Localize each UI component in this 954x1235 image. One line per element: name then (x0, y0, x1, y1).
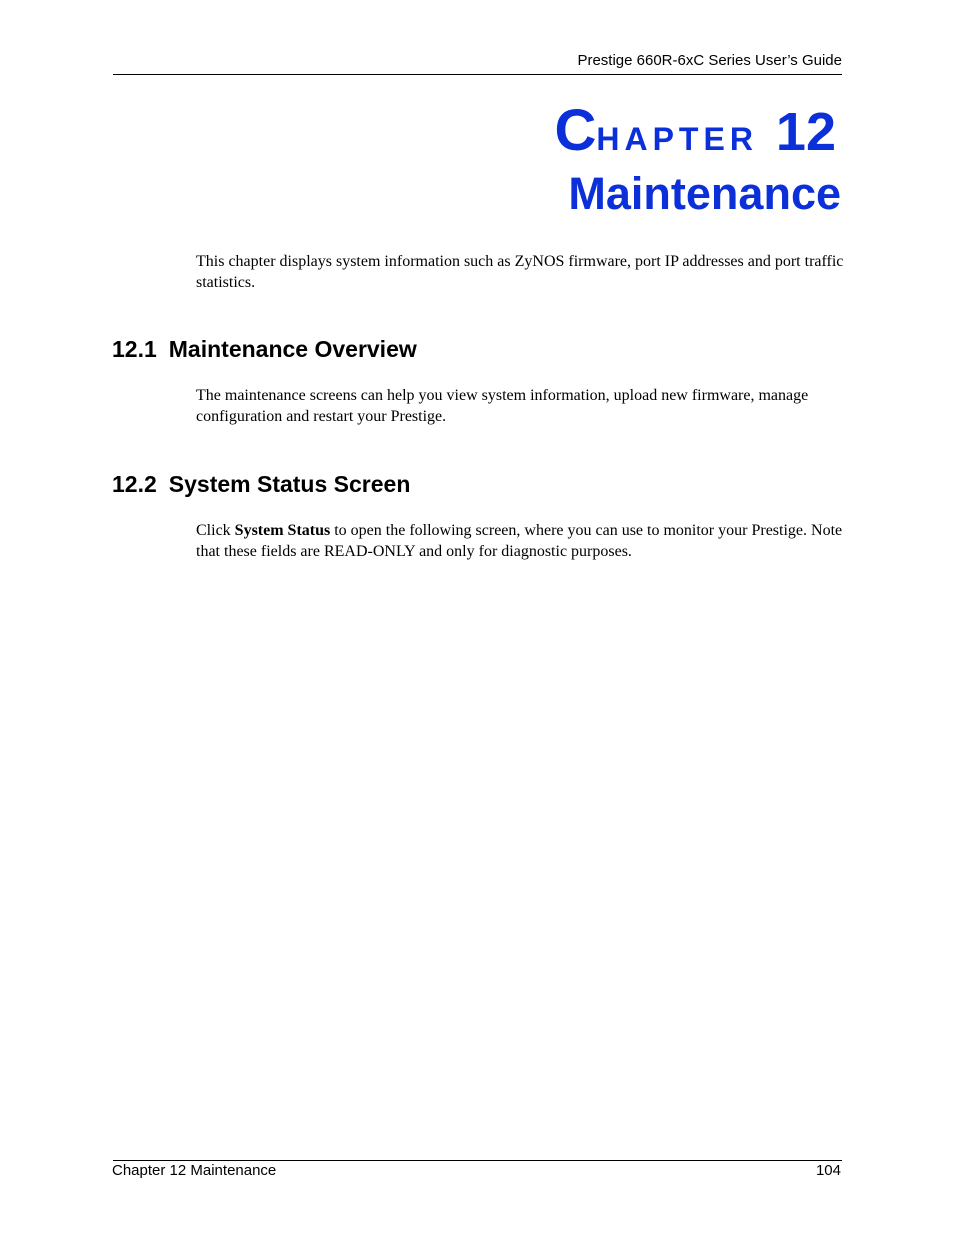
overview-paragraph: The maintenance screens can help you view system information, upload new firmware, manage configuration and restart your Prestige. (196, 387, 809, 425)
section-heading-system-status (112, 470, 410, 498)
page-number: 104 (815, 1162, 841, 1179)
system-status-paragraph (196, 520, 846, 562)
guide-title: Prestige 660R-6xC Series User’s Guide (577, 52, 842, 69)
section-number: 12.1 (112, 336, 157, 362)
chapter-word-initial: C (554, 98, 597, 163)
body-text: Click (196, 522, 235, 539)
body-text: to open the following screen, where you can use to monitor your Prestige. Note that these fields are READ-ONLY and only for diagnostic purposes. (196, 522, 843, 560)
chapter-word (554, 98, 758, 163)
intro-paragraph: This chapter displays system information such as ZyNOS firmware, port IP addresses and port traffic statistics. (196, 253, 844, 291)
chapter-word-rest: hapter (596, 108, 758, 160)
section-title: System Status Screen (168, 471, 411, 497)
menu-reference-system-status: System Status (234, 522, 331, 539)
section-title: Maintenance Overview (168, 336, 417, 362)
header-divider (113, 74, 842, 75)
footer-chapter-title: Chapter 12 Maintenance (112, 1162, 277, 1179)
section-number: 12.2 (112, 471, 157, 497)
section-heading-overview (112, 335, 417, 363)
chapter-number: 12 (775, 102, 836, 162)
chapter-title: Maintenance (568, 168, 841, 219)
